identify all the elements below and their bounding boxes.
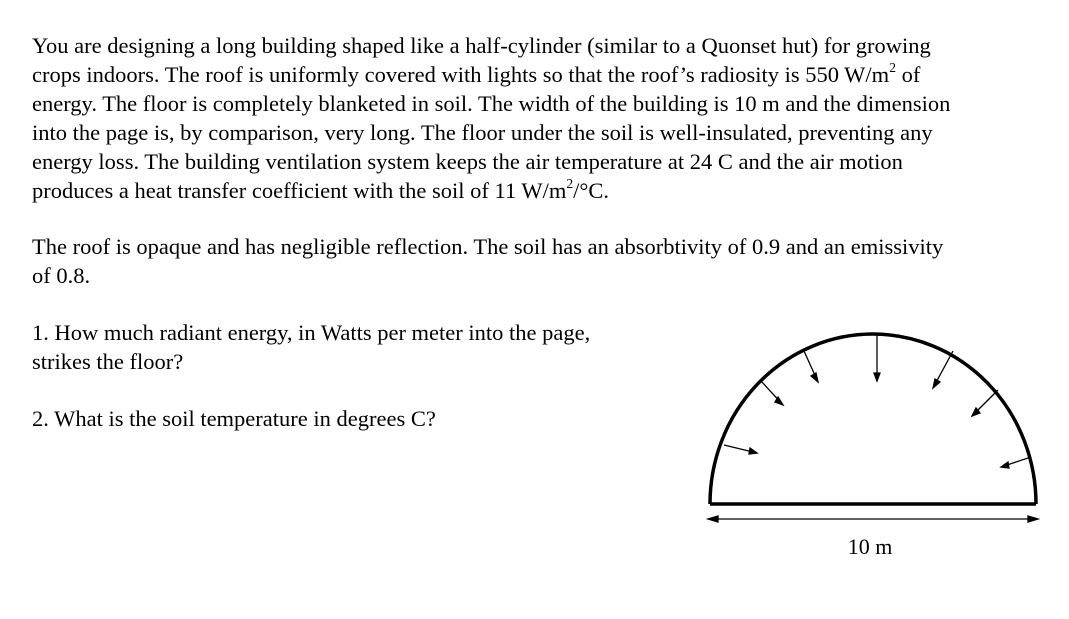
- problem-line: energy loss. The building ventilation system keeps the air temperature at 24 C and the air motion: [32, 149, 903, 174]
- problem-line-tail: of: [895, 62, 921, 87]
- question-2: [32, 404, 436, 433]
- dimension-label: 10 m: [847, 534, 893, 559]
- arrowhead: [874, 373, 880, 381]
- problem-line: You are designing a long building shaped like a half-cylinder (similar to a Quonset hut) for growing: [32, 33, 931, 58]
- problem-line-tail: /°C.: [573, 178, 610, 203]
- arrowhead: [708, 516, 718, 522]
- question-1: [32, 318, 590, 376]
- problem-line: energy. The floor is completely blanketed in soil. The width of the building is 10 m and the dimension: [32, 91, 951, 116]
- roof-arc: [710, 334, 1036, 504]
- problem-line-text: crops indoors. The roof is uniformly covered with lights so that the roof’s radiosity is 550 W/m: [32, 62, 890, 87]
- problem-statement: [32, 31, 950, 205]
- superscript: 2: [889, 59, 896, 75]
- width-dimension: [708, 516, 1038, 522]
- half-cylinder-diagram: [690, 318, 1060, 578]
- properties-paragraph: [32, 232, 943, 290]
- arrowhead: [1028, 516, 1038, 522]
- problem-line: [32, 176, 950, 205]
- arrowhead: [1001, 462, 1009, 468]
- question-line: 1. How much radiant energy, in Watts per meter into the page,: [32, 320, 591, 345]
- arrowhead: [749, 448, 757, 454]
- question-line: strikes the floor?: [32, 349, 184, 374]
- arrowhead: [811, 373, 818, 382]
- question-line: 2. What is the soil temperature in degrees C?: [32, 406, 436, 431]
- properties-line: of 0.8.: [32, 263, 91, 288]
- properties-line: The roof is opaque and has negligible reflection. The soil has an absorbtivity of 0.9 and an emissivity: [32, 234, 944, 259]
- superscript: 2: [566, 175, 574, 191]
- light-rays: [724, 334, 1031, 468]
- arrowhead: [933, 379, 940, 388]
- problem-line: [32, 60, 950, 89]
- problem-line-text: produces a heat transfer coefficient with the soil of 11 W/m: [32, 178, 567, 203]
- problem-line: into the page is, by comparison, very long. The floor under the soil is well-insulated, preventing any: [32, 120, 933, 145]
